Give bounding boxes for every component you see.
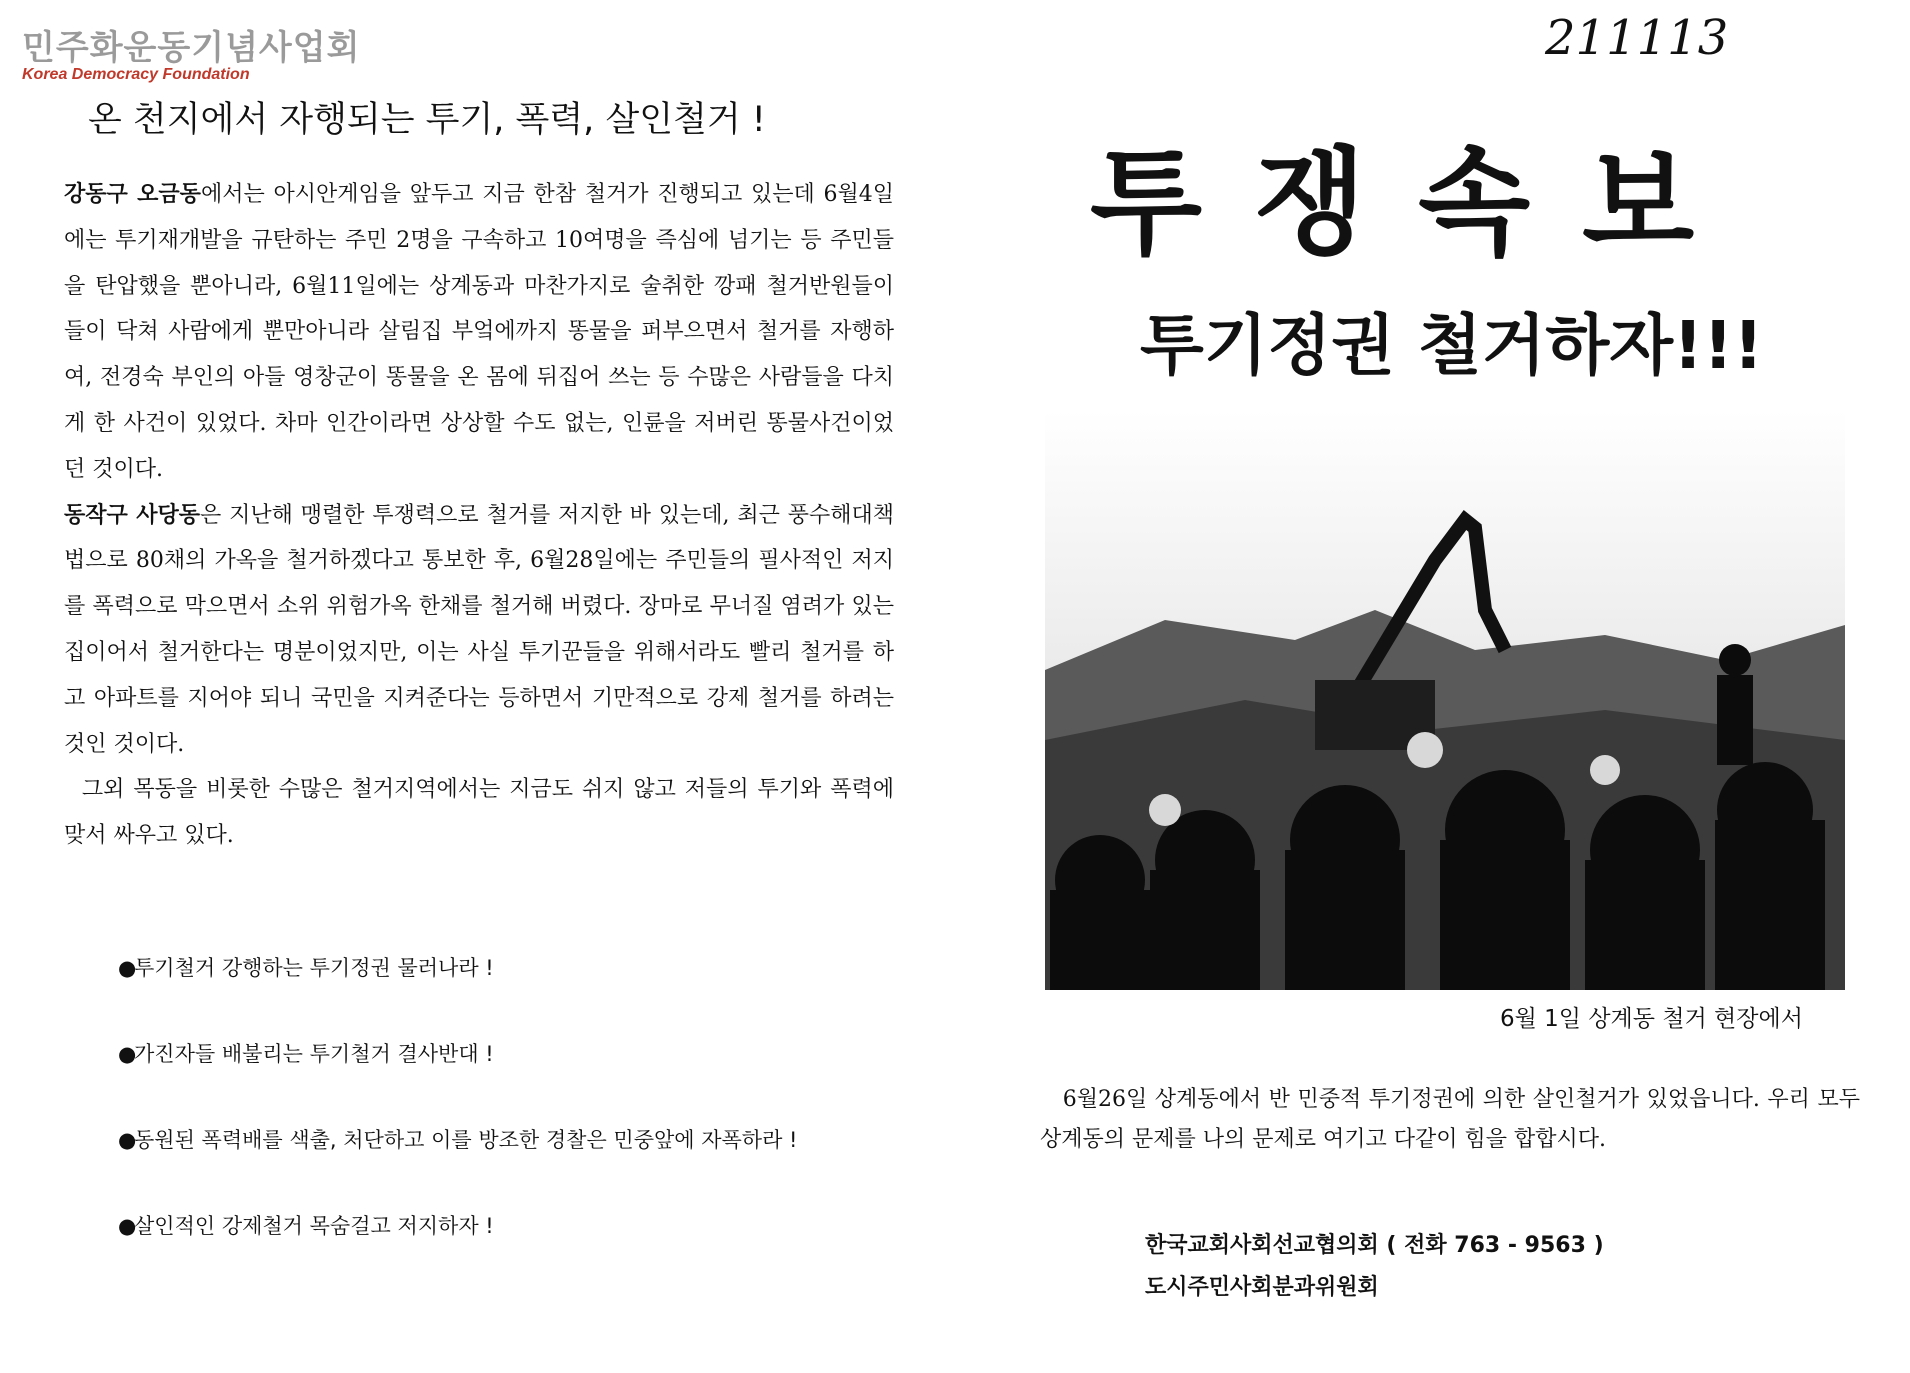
left-headline: 온 천지에서 자행되는 투기, 폭력, 살인철거 ! bbox=[88, 100, 766, 140]
bullet-icon: ● bbox=[118, 1128, 137, 1152]
slogan-list bbox=[118, 942, 908, 1286]
main-title: 투쟁속보 bbox=[1090, 136, 1747, 271]
left-article-body bbox=[64, 172, 894, 859]
paragraph-sadang bbox=[64, 493, 894, 768]
slogan-item bbox=[118, 1114, 908, 1166]
demolition-photo bbox=[1045, 410, 1845, 990]
paragraph-others-text: 그외 목동을 비롯한 수많은 철거지역에서는 지금도 쉬지 않고 저들의 투기와 폭력에 맞서 싸우고 있다. bbox=[64, 777, 894, 849]
slogan-item bbox=[118, 1028, 908, 1080]
right-article-text: 6월26일 상계동에서 반 민중적 투기정권에 의한 살인철거가 있었읍니다. 우리 모두 상계동의 문제를 나의 문제로 여기고 다같이 힘을 합합시다. bbox=[1040, 1087, 1860, 1152]
bullet-icon: ● bbox=[118, 956, 137, 980]
slogan-item bbox=[118, 942, 908, 994]
district-label-sadang: 동작구 사당동 bbox=[64, 502, 201, 528]
paragraph-ogeum bbox=[64, 172, 894, 493]
document-number: 211113 bbox=[1545, 10, 1729, 66]
watermark-english: Korea Democracy Foundation bbox=[22, 66, 250, 83]
bullet-icon: ● bbox=[118, 1042, 137, 1066]
slogan-text: 가진자들 배불리는 투기철거 결사반대 ! bbox=[134, 1042, 494, 1066]
district-label-ogeum: 강동구 오금동 bbox=[64, 182, 201, 207]
paragraph-ogeum-text: 에서는 아시안게임을 앞두고 지금 한참 철거가 진행되고 있는데 6월4일에는 투기재개발을 규탄하는 주민 2명을 구속하고 10여명을 즉심에 넘기는 등 주민들을 탄압했을 뿐아니라, 6월11일에는 상계동과 마찬가지로 술취한 깡패 철거반원들이 들이 닥쳐 사람에게 뿐만아니라 살림집 부엌에까지 똥물을 퍼부으면서 철거를 자행하여, 전경숙 부인의 아들 영창군이 똥물을 온 몸에 뒤집어 쓰는 등 수많은 사람들을 다치게 한 사건이 있었다. 차마 인간이라면 상상할 수도 없는, 인륜을 저버린 똥물사건이었던 것이다. bbox=[64, 182, 895, 482]
organization-line-1: 한국교회사회선교협의회 ( 전화 763 - 9563 ) bbox=[1145, 1233, 1604, 1258]
watermark-korean: 민주화운동기념사업회 bbox=[22, 28, 361, 68]
subtitle: 투기정권 철거하자!!! bbox=[1140, 307, 1764, 384]
slogan-text: 살인적인 강제철거 목숨걸고 저지하자 ! bbox=[134, 1214, 494, 1238]
paragraph-sadang-text: 은 지난해 맹렬한 투쟁력으로 철거를 저지한 바 있는데, 최근 풍수해대책법으로 80채의 가옥을 철거하겠다고 통보한 후, 6월28일에는 주민들의 필사적인 저지를 폭력으로 막으면서 소위 위험가옥 한채를 철거해 버렸다. 장마로 무너질 염려가 있는 집이어서 철거한다는 명분이었지만, 이는 사실 투기꾼들을 위해서라도 빨리 철거를 하고 아파트를 지어야 되니 국민을 지켜준다는 등하면서 기만적으로 강제 철거를 하려는 것인 것이다. bbox=[64, 502, 894, 757]
right-article-body bbox=[1040, 1080, 1860, 1160]
organization-line-2: 도시주민사회분과위원회 bbox=[1145, 1275, 1379, 1300]
slogan-text: 투기철거 강행하는 투기정권 물러나라 ! bbox=[134, 956, 494, 980]
slogan-text: 동원된 폭력배를 색출, 처단하고 이를 방조한 경찰은 민중앞에 자폭하라 ! bbox=[134, 1128, 798, 1152]
photo-caption: 6월 1일 상계동 철거 현장에서 bbox=[1500, 1006, 1803, 1032]
paragraph-others bbox=[64, 767, 894, 859]
bullet-icon: ● bbox=[118, 1214, 137, 1238]
slogan-item bbox=[118, 1200, 908, 1252]
